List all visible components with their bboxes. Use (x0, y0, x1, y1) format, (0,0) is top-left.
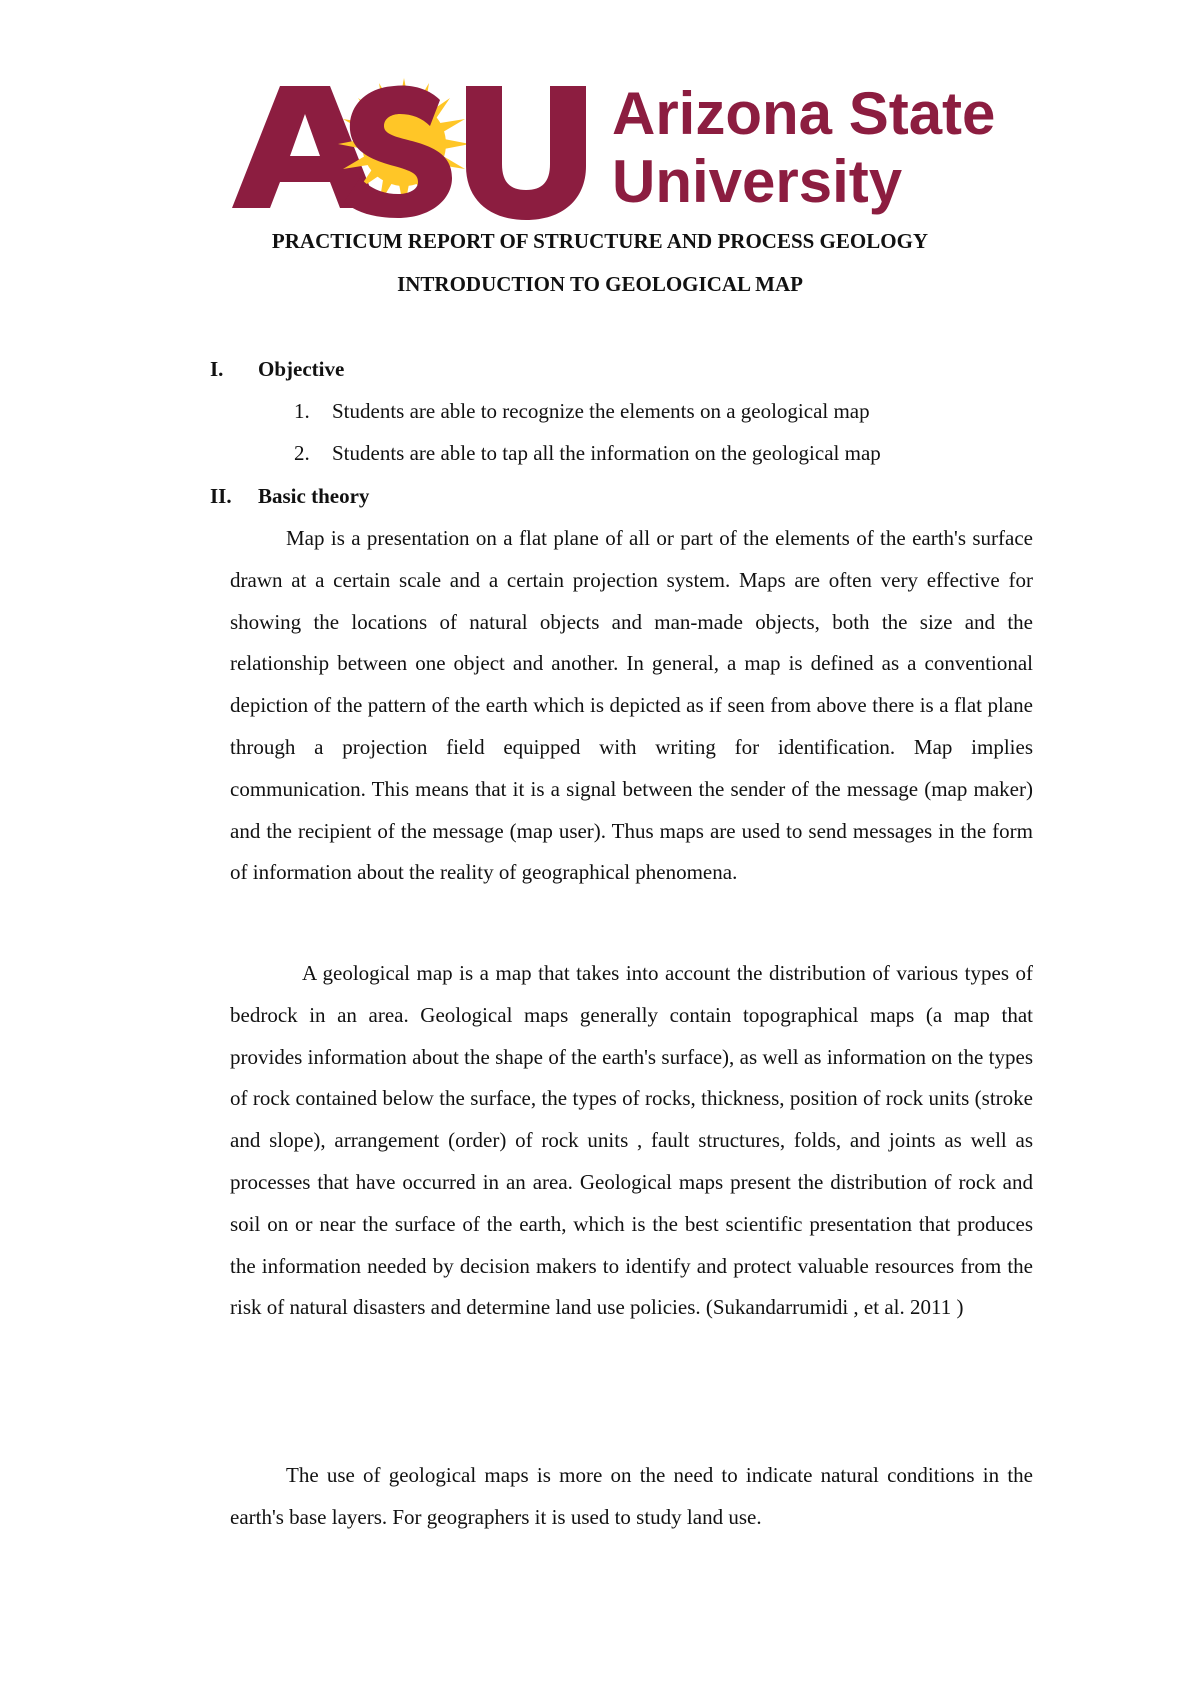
section-number: I. (210, 357, 224, 381)
section-number: II. (210, 484, 232, 508)
list-item-number: 1. (294, 399, 310, 423)
section-objective-heading (210, 354, 610, 384)
list-item-text: Students are able to recognize the elements on a geological map (332, 399, 870, 423)
document-title: PRACTICUM REPORT OF STRUCTURE AND PROCESS GEOLOGY (271, 229, 929, 253)
list-item-number: 2. (294, 441, 310, 465)
document-subtitle: INTRODUCTION TO GEOLOGICAL MAP (397, 272, 803, 296)
asu-logo (232, 78, 1032, 224)
section-heading-text: Objective (258, 357, 345, 381)
list-item-text: Students are able to tap all the information on the geological map (332, 441, 881, 465)
paragraph-geological-map: A geological map is a map that takes into account the distribution of various types of bedrock in an area. Geological maps generally contain topographical maps (a map that provides information about the shape of the earth's surface), as well as information on the types of rock contained below the surface, the types of rocks, thickness, position of rock units (stroke and slope), arrangement (order) of rock units , fault structures, folds, and joints as well as processes that have occurred in an area. Geological maps present the distribution of rock and soil on or near the surface of the earth, which is the best scientific presentation that produces the information needed by decision makers to identify and protect valuable resources from the risk of natural disasters and determine land use policies. (Sukandarrumidi , et al. 2011 ) (230, 961, 1033, 1320)
logo-name-line-2: University (612, 148, 903, 215)
paragraph-geological-map-use: The use of geological maps is more on the need to indicate natural conditions in the earth's base layers. For geographers it is used to study land use. (230, 1463, 1033, 1529)
section-heading-text: Basic theory (258, 484, 370, 508)
paragraph-map-definition: Map is a presentation on a flat plane of all or part of the elements of the earth's surface drawn at a certain scale and a certain projection system. Maps are often very effective for showing the locations of natural objects and man-made objects, both the size and the relationship between one object and another. In general, a map is defined as a conventional depiction of the pattern of the earth which is depicted as if seen from above there is a flat plane through a projection field equipped with writing for identification. Map implies communication. This means that it is a signal between the sender of the message (map maker) and the recipient of the message (map user). Thus maps are used to send messages in the form of information about the reality of geographical phenomena. (230, 526, 1033, 885)
section-basic-theory-heading (210, 481, 610, 511)
logo-name-line-1: Arizona State (612, 80, 996, 147)
